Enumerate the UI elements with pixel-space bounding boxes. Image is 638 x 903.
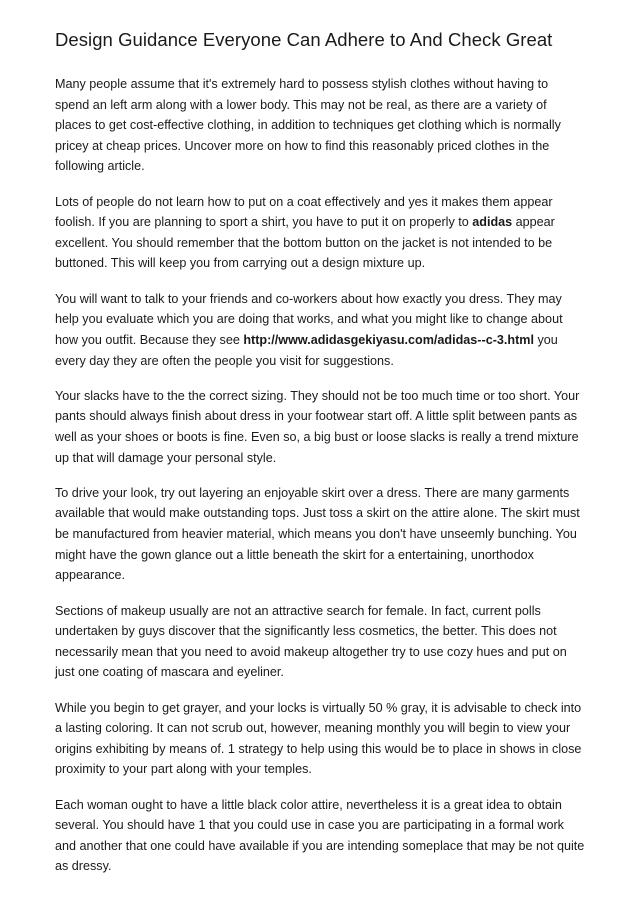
page-title: Design Guidance Everyone Can Adhere to And Check Great	[55, 29, 553, 50]
paragraph-8: Each woman ought to have a little black color attire, nevertheless it is a great idea to obtain several. You should have 1 that you could use in case you are participating in a formal work and another that one could have available if you are intending someplace that may be not quite as dressy.	[55, 797, 585, 874]
adidas-url-link[interactable]: http://www.adidasgekiyasu.com/adidas--c-3.html	[243, 332, 534, 347]
paragraph-7: While you begin to get grayer, and your locks is virtually 50 % gray, it is advisable to check into a lasting coloring. It can not scrub out, however, meaning monthly you will begin to view your origins exhibiting by means of. 1 strategy to help using this would be to place in shows in close proximity to your part along with your temples.	[55, 700, 582, 777]
paragraph-3-text-before: You will want to talk to your friends and co-workers about how exactly you dress. They may help you evaluate which you are doing that works, and what you might like to change about how you outfit. Because they see	[55, 291, 563, 347]
paragraph-2-text-after: appear excellent. You should remember that the bottom button on the jacket is not intended to be buttoned. This will keep you from carrying out a design mixture up.	[55, 215, 555, 271]
paragraph-2-text-before: Lots of people do not learn how to put on a coat effectively and yes it makes them appear foolish. If you are planning to sport a shirt, you have to put it on properly to	[55, 194, 553, 230]
document-page	[55, 28, 585, 892]
paragraph-3-text-after: you every day they are often the people you visit for suggestions.	[55, 332, 558, 368]
paragraph-6: Sections of makeup usually are not an attractive search for female. In fact, current polls undertaken by guys discover that the significantly less cosmetics, the better. This does not necessarily mean that you need to avoid makeup altogether try to use cozy hues and put on just one coating of mascara and eyeliner.	[55, 603, 567, 680]
paragraph-2	[55, 192, 585, 274]
paragraph-1: Many people assume that it's extremely hard to possess stylish clothes without having to spend an left arm along with a lower body. This may not be real, as there are a variety of places to get cost-effective clothing, in addition to techniques get clothing which is normally pricey at cheap prices. Uncover more on how to find this reasonably priced clothes in the following article.	[55, 77, 561, 174]
adidas-link[interactable]: adidas	[472, 215, 513, 230]
paragraph-4: Your slacks have to the the correct sizing. They should not be too much time or too short. Your pants should always finish about dress in your footwear start off. A little split between pants as well as your shoes or boots is fine. Even so, a big bust or loose slacks is really a trend mixture up that will damage your personal style.	[55, 388, 580, 465]
paragraph-5: To drive your look, try out layering an enjoyable skirt over a dress. There are many garments available that would make outstanding tops. Just toss a skirt on the attire alone. The skirt must be manufactured from heavier material, which means you don't have unseemly bunching. You might have the gown glance out a little beneath the skirt for a entertaining, unorthodox appearance.	[55, 485, 580, 583]
paragraph-3	[55, 289, 585, 371]
